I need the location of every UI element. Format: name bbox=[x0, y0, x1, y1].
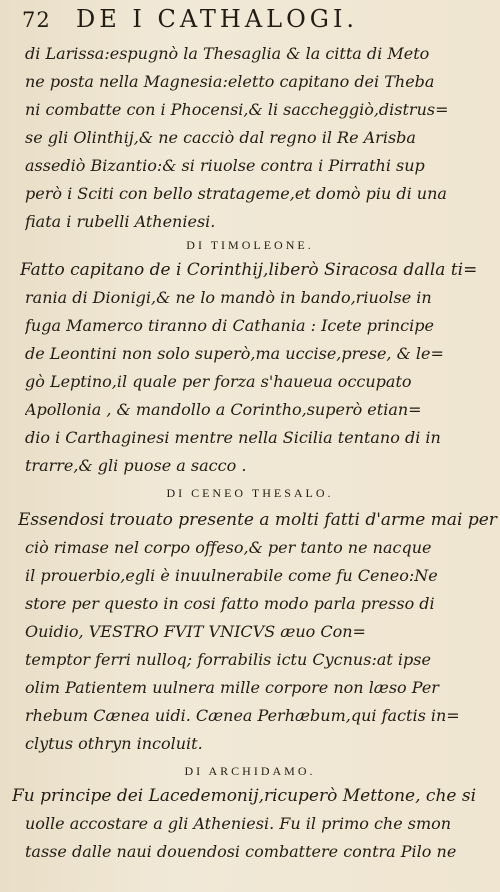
text-line: fiata i rubelli Atheniesi. bbox=[25, 212, 216, 231]
page-number: 72 bbox=[22, 8, 51, 32]
text-line: rania di Dionigi,& ne lo mandò in bando,riuolse in bbox=[25, 288, 432, 307]
text-line: assediò Bizantio:& si riuolse contra i Pirrathi sup bbox=[25, 156, 425, 175]
running-title: DE I CATHALOGI. bbox=[76, 5, 359, 33]
text-line: gò Leptino,il quale per forza s'haueua occupato bbox=[25, 372, 412, 391]
text-line: Fatto capitano de i Corinthij,liberò Siracosa dalla ti= bbox=[20, 260, 478, 280]
text-line: se gli Olinthij,& ne cacciò dal regno il Re Arisba bbox=[25, 128, 416, 147]
page-header bbox=[22, 4, 480, 38]
text-line: rhebum Cænea uidi. Cænea Perhæbum,qui factis in= bbox=[25, 706, 460, 725]
text-line: ni combatte con i Phocensi,& li saccheggiò,distrus= bbox=[25, 100, 449, 119]
text-line: uolle accostare a gli Atheniesi. Fu il primo che smon bbox=[25, 814, 452, 833]
text-line: tasse dalle naui douendosi combattere contra Pilo ne bbox=[25, 842, 457, 861]
text-line: de Leontini non solo superò,ma uccise,prese, & le= bbox=[25, 344, 444, 363]
section-heading: DI TIMOLEONE. bbox=[186, 238, 314, 252]
text-line: trarre,& gli puose a sacco . bbox=[25, 456, 247, 475]
text-line: fuga Mamerco tiranno di Cathania : Icete principe bbox=[25, 316, 434, 335]
text-line: però i Sciti con bello stratageme,et domò piu di una bbox=[25, 184, 447, 203]
text-line: ciò rimase nel corpo offeso,& per tanto ne nacque bbox=[25, 538, 432, 557]
text-line: temptor ferri nulloq; forrabilis ictu Cycnus:at ipse bbox=[25, 650, 431, 669]
text-line: il prouerbio,egli è inuulnerabile come fu Ceneo:Ne bbox=[25, 566, 438, 585]
text-line: Fu principe dei Lacedemonij,ricuperò Mettone, che si bbox=[12, 786, 477, 806]
section-heading: DI ARCHIDAMO. bbox=[184, 764, 316, 778]
text-line: dio i Carthaginesi mentre nella Sicilia tentano di in bbox=[25, 428, 441, 447]
text-line: Ouidio, VESTRO FVIT VNICVS æuo Con= bbox=[25, 622, 366, 641]
text-line: Essendosi trouato presente a molti fatti d'arme mai per bbox=[18, 510, 497, 530]
text-line: olim Patientem uulnera mille corpore non læso Per bbox=[25, 678, 439, 697]
text-line: Apollonia , & mandollo a Corintho,superò etian= bbox=[25, 400, 422, 419]
section-heading: DI CENEO THESALO. bbox=[166, 486, 334, 500]
text-line: store per questo in cosi fatto modo parla presso di bbox=[25, 594, 435, 613]
text-line: clytus othryn incoluit. bbox=[25, 734, 203, 753]
text-line: di Larissa:espugnò la Thesaglia & la citta di Meto bbox=[25, 44, 430, 63]
text-line: ne posta nella Magnesia:eletto capitano dei Theba bbox=[25, 72, 435, 91]
